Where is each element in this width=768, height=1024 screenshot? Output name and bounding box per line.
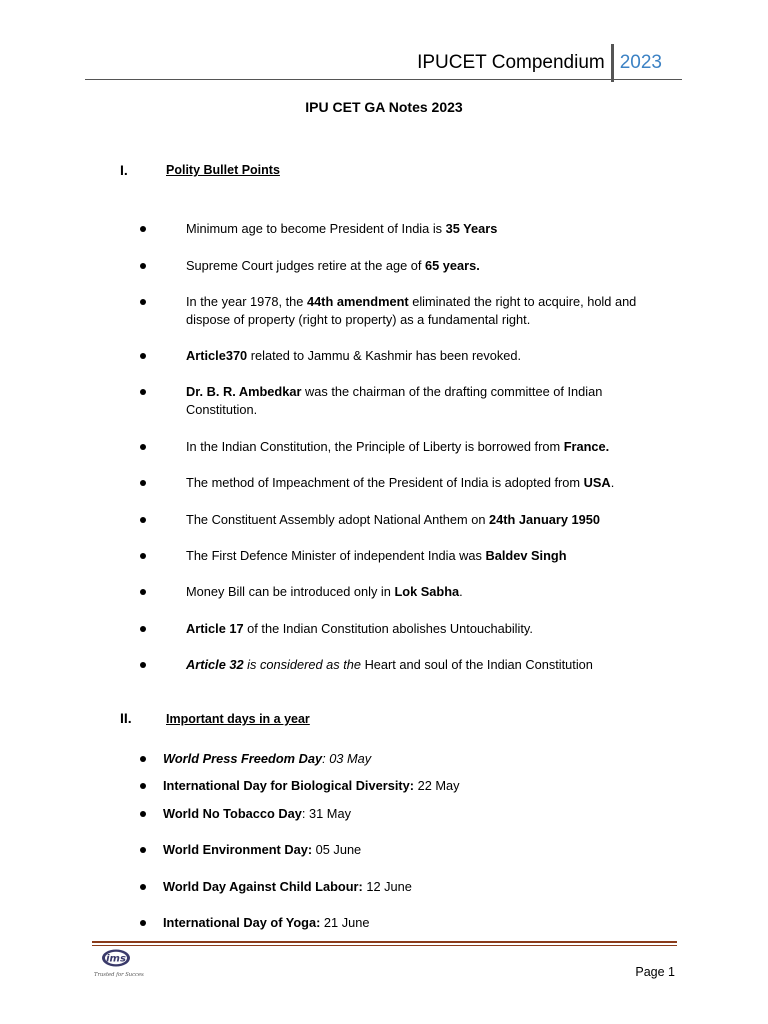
list-item-text — [186, 257, 676, 275]
bullet-icon — [140, 444, 146, 450]
list-item-text — [186, 293, 676, 329]
text-run: Supreme Court judges retire at the age of — [186, 258, 426, 273]
page-number: Page 1 — [635, 965, 675, 979]
bullet-icon — [140, 756, 146, 762]
section-1-heading: Polity Bullet Points — [166, 163, 280, 177]
list-item-text — [186, 547, 676, 565]
bullet-icon — [140, 299, 146, 305]
text-run: International Day of Yoga: — [163, 915, 321, 930]
text-run: . — [459, 584, 463, 599]
text-run: . — [610, 475, 615, 490]
list-item-text — [186, 511, 676, 529]
list-item-text — [186, 474, 676, 492]
bullet-icon — [140, 920, 146, 926]
bullet-icon — [140, 626, 146, 632]
text-run: The Constituent Assembly adopt National Anthem on — [186, 512, 490, 527]
list-item-text — [163, 750, 663, 768]
text-run: USA — [583, 475, 611, 490]
text-run: Dr. B. R. Ambedkar — [186, 384, 302, 399]
footer-rule-thin — [92, 945, 677, 946]
bullet-icon — [140, 811, 146, 817]
text-run: related to Jammu & Kashmir has been revoked. — [247, 348, 522, 363]
list-item-text — [163, 777, 663, 795]
bullet-icon — [140, 480, 146, 486]
bullet-icon — [140, 783, 146, 789]
logo-tagline: Trusted for Success — [94, 972, 144, 978]
text-run: 05 June — [312, 842, 362, 857]
text-run: World Press Freedom Day — [163, 751, 323, 766]
list-item-text — [163, 914, 663, 932]
text-run: France. — [563, 439, 610, 454]
bullet-icon — [140, 226, 146, 232]
list-item-text — [186, 220, 676, 238]
text-run: was the chairman of the drafting committee of Indian Constitution. — [186, 384, 603, 417]
text-run: : 03 May — [322, 751, 372, 766]
list-item-text — [163, 805, 663, 823]
bullet-icon — [140, 553, 146, 559]
bullet-icon — [140, 662, 146, 668]
header-rule — [85, 79, 682, 80]
logo-text: ims — [106, 953, 126, 965]
section-1-number: I. — [120, 162, 128, 178]
list-item-text — [186, 383, 676, 419]
text-run: Money Bill can be introduced only in — [186, 584, 395, 599]
bullet-icon — [140, 589, 146, 595]
text-run: International Day for Biological Diversity: — [163, 778, 415, 793]
text-run: The method of Impeachment of the President of India is adopted from — [186, 475, 584, 490]
text-run: Article370 — [186, 348, 248, 363]
footer-rule — [92, 941, 677, 943]
section-2-number: II. — [120, 710, 132, 726]
text-run: 24th January 1950 — [489, 512, 601, 527]
text-run: 44th amendment — [306, 294, 409, 309]
document-title: IPU CET GA Notes 2023 — [305, 99, 463, 115]
text-run: Baldev Singh — [485, 548, 567, 563]
list-item-text — [186, 583, 676, 601]
bullet-icon — [140, 847, 146, 853]
ims-logo — [92, 948, 144, 980]
text-run: World Environment Day: — [163, 842, 313, 857]
text-run: World Day Against Child Labour: — [163, 879, 363, 894]
text-run: In the Indian Constitution, the Principle of Liberty is borrowed from — [186, 439, 564, 454]
header-title: IPUCET Compendium — [417, 52, 605, 73]
text-run: eliminated the right to acquire, hold and dispose of property (right to property) as a fundamental right. — [186, 294, 637, 327]
text-run: Heart and soul of the Indian Constitution — [364, 657, 593, 672]
text-run: In the year 1978, the — [186, 294, 307, 309]
text-run: 65 years. — [425, 258, 480, 273]
text-run: 22 May — [414, 778, 460, 793]
header-year: 2023 — [619, 52, 662, 73]
bullet-icon — [140, 353, 146, 359]
text-run: of the Indian Constitution abolishes Untouchability. — [243, 621, 533, 636]
text-run: The First Defence Minister of independent India was — [186, 548, 486, 563]
text-run: Lok Sabha — [394, 584, 460, 599]
text-run: 12 June — [362, 879, 412, 894]
list-item-text — [186, 347, 676, 365]
list-item-text — [163, 878, 663, 896]
list-item-text — [186, 656, 676, 674]
text-run: Article 32 — [186, 657, 244, 672]
text-run: 21 June — [320, 915, 370, 930]
bullet-icon — [140, 517, 146, 523]
bullet-icon — [140, 263, 146, 269]
section-2-heading: Important days in a year — [166, 712, 310, 726]
bullet-icon — [140, 389, 146, 395]
text-run: Minimum age to become President of India is — [186, 221, 446, 236]
text-run: World No Tobacco Day — [163, 806, 302, 821]
list-item-text — [163, 841, 663, 859]
text-run: is considered as the — [243, 657, 365, 672]
list-item-text — [186, 438, 676, 456]
text-run: 35 Years — [445, 221, 498, 236]
text-run: Article 17 — [186, 621, 244, 636]
text-run: : 31 May — [301, 806, 351, 821]
bullet-icon — [140, 884, 146, 890]
list-item-text — [186, 620, 676, 638]
